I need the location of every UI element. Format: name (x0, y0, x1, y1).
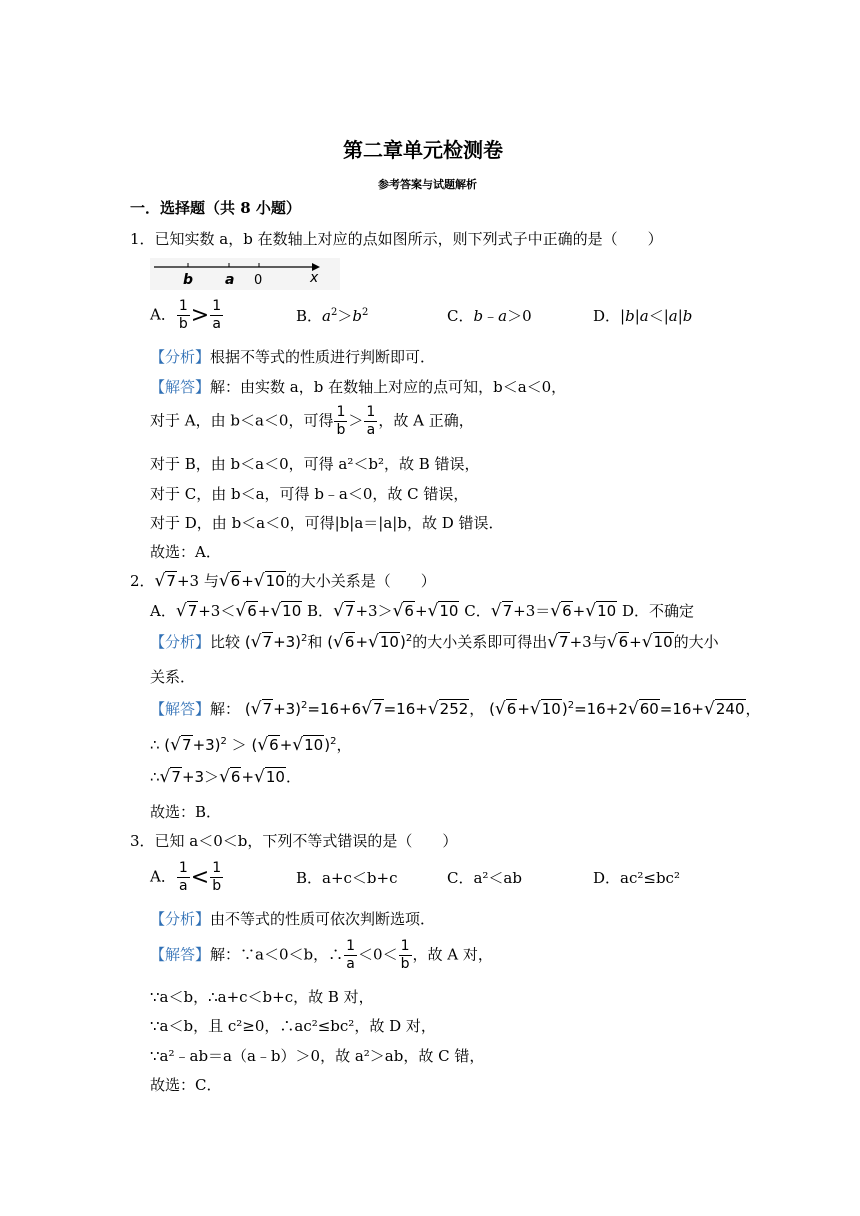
label-x: x (310, 270, 319, 286)
q3-answer: 【解答】解：∵a＜0＜b，∴ $\frac{1}{a}$ ＜0＜ $\frac{1}{b}$ ，故 A 对， (150, 938, 493, 972)
q1-option-c: C．b﹣a＞0 (447, 307, 532, 325)
q1-choice: 故选：A． (150, 543, 221, 561)
q2-options: A．√7+3＜√6+√10 B．√7+3＞√6+√10 C．√7+3＝√6+√10 D．不确定 (150, 601, 694, 621)
number-line (150, 258, 340, 290)
label-0: 0 (254, 273, 263, 288)
q3-option-b: B．a+c＜b+c (296, 869, 398, 887)
q1-analysis: 【分析】根据不等式的性质进行判断即可． (150, 348, 436, 366)
q1-line-b: 对于 B，由 b＜a＜0，可得 a²＜b²，故 B 错误， (150, 455, 480, 473)
page-subtitle: 参考答案与试题解析 (378, 178, 477, 191)
q1-line-c: 对于 C，由 b＜a，可得 b﹣a＜0，故 C 错误， (150, 485, 469, 503)
q3-option-c: C．a²＜ab (447, 869, 522, 887)
q2-answer: 【解答】解： $(√7+3)^2=16+6√7=16+√252$， $(√6+√10)^2=16+2√60=16+√240$， (150, 699, 761, 719)
q1-option-b: B．$a^2>b^2$ (296, 307, 369, 325)
q1-option-d: D．|b|a＜|a|b (593, 307, 693, 325)
q3-option-d: D．ac²≤bc² (593, 869, 680, 887)
section-heading: 一．选择题（共 8 小题） (130, 199, 301, 217)
q3-line-2: ∵a＜b，且 c²≥0，∴ac²≤bc²，故 D 对， (150, 1017, 436, 1035)
q2-stem: 2．√7+3 与√6+√10的大小关系是（ ） (130, 571, 436, 591)
q3-line-3: ∵a²﹣ab＝a（a﹣b）＞0，故 a²＞ab，故 C 错， (150, 1047, 485, 1065)
q1-option-a: A． $\frac{1}{b}$ > $\frac{1}{a}$ (150, 298, 222, 332)
q1-answer: 【解答】解：由实数 a，b 在数轴上对应的点可知，b＜a＜0， (150, 378, 567, 396)
label-a: a (225, 272, 235, 288)
q1-line-d: 对于 D，由 b＜a＜0，可得|b|a＝|a|b，故 D 错误． (150, 514, 504, 532)
q1-line-a: 对于 A，由 b＜a＜0，可得 $\frac{1}{b}$ ＞ $\frac{1}{a}$ ，故 A 正确， (150, 404, 474, 438)
q1-stem: 1．已知实数 a，b 在数轴上对应的点如图所示，则下列式子中正确的是（ ） (130, 230, 663, 248)
q3-analysis: 【分析】由不等式的性质可依次判断选项． (150, 910, 436, 928)
q2-therefore-2: ∴√7+3＞√6+√10． (150, 767, 301, 787)
q3-stem: 3．已知 a＜0＜b，下列不等式错误的是（ ） (130, 832, 458, 850)
label-b: b (183, 272, 194, 288)
q2-choice: 故选：B． (150, 803, 222, 821)
q3-option-a: A． $\frac{1}{a}$ < $\frac{1}{b}$ (150, 860, 222, 894)
q3-line-1: ∵a＜b，∴a+c＜b+c，故 B 对， (150, 988, 374, 1006)
page-title: 第二章单元检测卷 (343, 138, 503, 162)
q2-analysis: 【分析】比较 $(√7+3)^2$和 $(√6+√10)^2$的大小关系即可得出√7+3与√6+√10的大小 (150, 632, 719, 652)
q3-choice: 故选：C． (150, 1076, 222, 1094)
q2-therefore-1: ∴ $(√7+3)^2 > (√6+√10)^2$， (150, 735, 352, 755)
q2-analysis-cont: 关系． (150, 668, 196, 686)
